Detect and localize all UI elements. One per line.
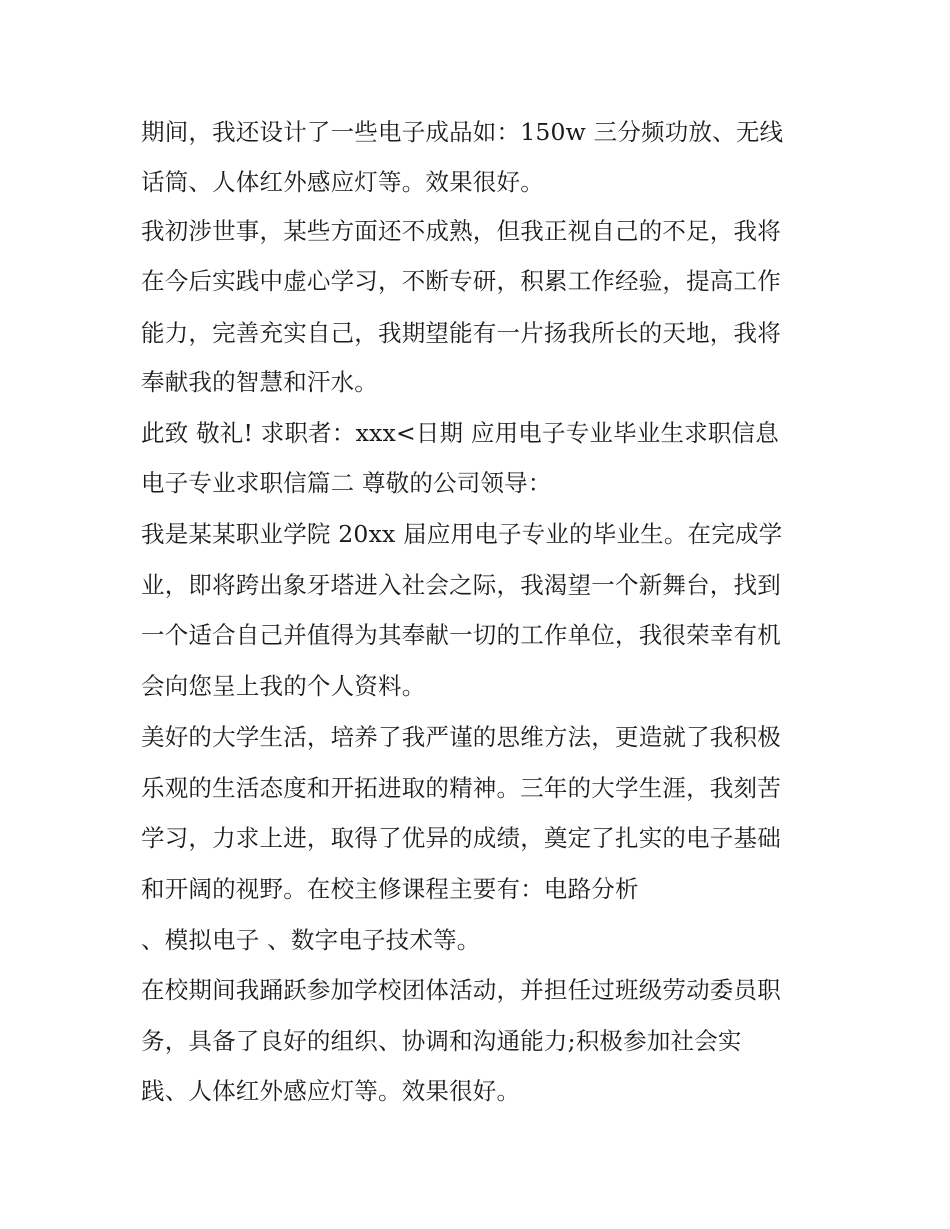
text-line: 学习，力求上进，取得了优异的成绩，奠定了扎实的电子基础 [141, 824, 781, 852]
text-line: 我初涉世事，某些方面还不成熟，但我正视自己的不足，我将 [141, 217, 781, 245]
text-line: 在校期间我踊跃参加学校团体活动，并担任过班级劳动委员职 [141, 976, 781, 1004]
text-line: 我是某某职业学院 20xx 届应用电子专业的毕业生。在完成学 [141, 520, 783, 548]
text-line: 奉献我的智慧和汗水。 [141, 368, 378, 396]
text-line: 和开阔的视野。在校主修课程主要有：电路分析 [141, 875, 639, 903]
text-line: 此致 敬礼! 求职者：xxx<日期 应用电子专业毕业生求职信息 [141, 419, 780, 447]
text-line: 务，具备了良好的组织、协调和沟通能力;积极参加社会实 [141, 1027, 742, 1055]
text-line: 电子专业求职信篇二 尊敬的公司领导： [141, 469, 552, 497]
text-line: 在今后实践中虚心学习，不断专研，积累工作经验，提高工作 [141, 267, 781, 295]
text-line: 能力，完善充实自己，我期望能有一片扬我所长的天地，我将 [141, 319, 781, 347]
text-line: 业，即将跨出象牙塔进入社会之际，我渴望一个新舞台，找到 [141, 571, 781, 599]
text-line: 践、人体红外感应灯等。效果很好。 [141, 1077, 521, 1105]
text-line: 话筒、人体红外感应灯等。效果很好。 [141, 168, 544, 196]
text-line: 乐观的生活态度和开拓进取的精神。三年的大学生涯，我刻苦 [141, 774, 781, 802]
text-line: 、模拟电子 、数字电子技术等。 [141, 926, 481, 954]
text-line: 一个适合自己并值得为其奉献一切的工作单位，我很荣幸有机 [141, 621, 781, 649]
text-line: 会向您呈上我的个人资料。 [141, 672, 426, 700]
text-line: 期间，我还设计了一些电子成品如：150w 三分频功放、无线 [141, 118, 784, 146]
text-line: 美好的大学生活，培养了我严谨的思维方法，更造就了我积极 [141, 723, 781, 751]
